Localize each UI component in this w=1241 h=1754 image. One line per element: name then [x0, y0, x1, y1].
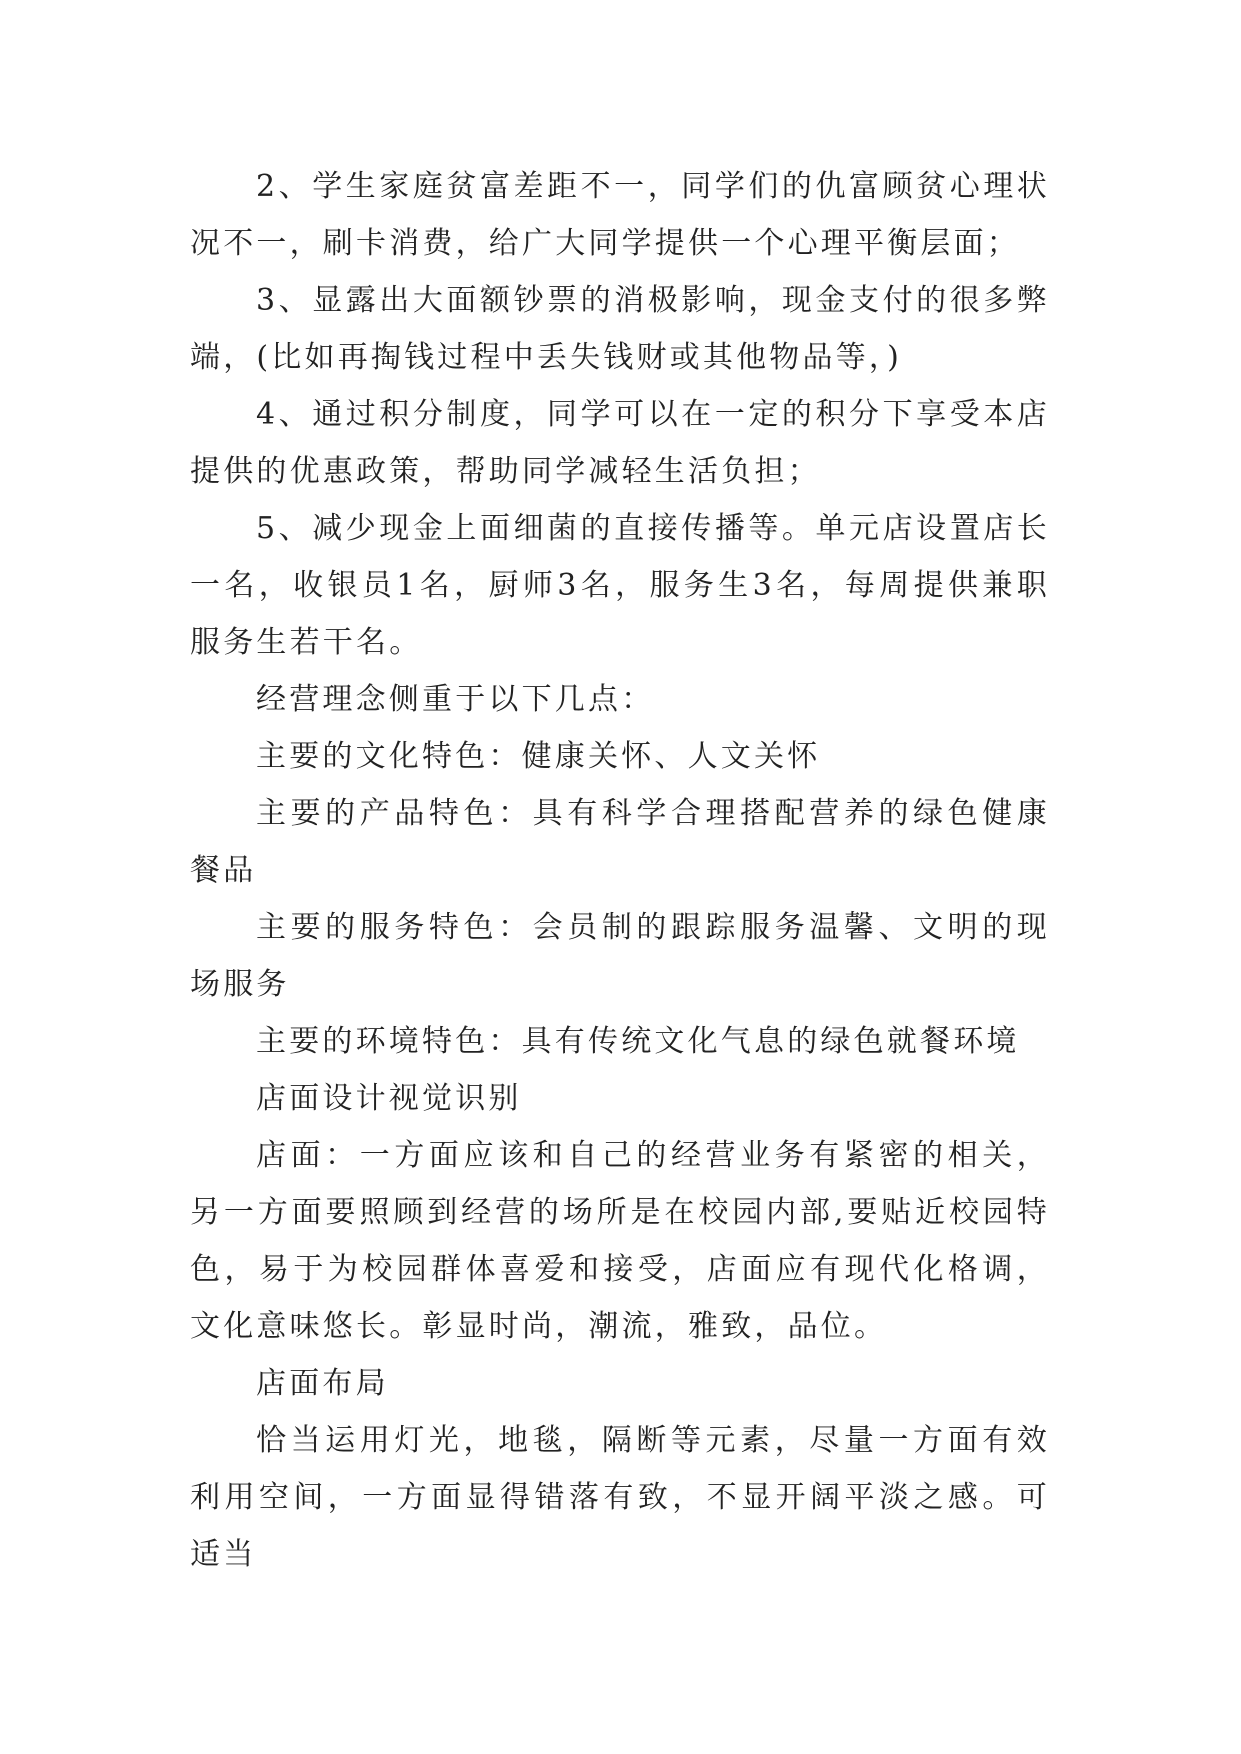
paragraph-product-feature: 主要的产品特色：具有科学合理搭配营养的绿色健康餐品	[190, 796, 1050, 888]
document-body	[190, 158, 1050, 1583]
paragraph-culture-feature: 主要的文化特色：健康关怀、人文关怀	[256, 739, 821, 774]
paragraph-storefront: 店面：一方面应该和自己的经营业务有紧密的相关，另一方面要照顾到经营的场所是在校园内部,要贴近校园特色，易于为校园群体喜爱和接受，店面应有现代化格调，文化意味悠长。彰显时尚，潮流，雅致，品位。	[190, 1138, 1050, 1344]
paragraph-layout-details: 恰当运用灯光，地毯，隔断等元素，尽量一方面有效利用空间，一方面显得错落有致，不显开阔平淡之感。可适当	[190, 1423, 1050, 1572]
paragraph-service-feature: 主要的服务特色：会员制的跟踪服务温馨、文明的现场服务	[190, 910, 1050, 1002]
paragraph-point-3: 3、显露出大面额钞票的消极影响，现金支付的很多弊端，(比如再掏钱过程中丢失钱财或其他物品等，)	[190, 283, 1050, 375]
paragraph-point-4: 4、通过积分制度，同学可以在一定的积分下享受本店提供的优惠政策，帮助同学减轻生活负担；	[190, 397, 1050, 489]
paragraph-point-5: 5、减少现金上面细菌的直接传播等。单元店设置店长一名，收银员1名，厨师3名，服务生3名，每周提供兼职服务生若干名。	[190, 511, 1050, 660]
paragraph-point-2: 2、学生家庭贫富差距不一，同学们的仇富顾贫心理状况不一，刷卡消费，给广大同学提供一个心理平衡层面；	[190, 169, 1050, 261]
section-heading-store-layout: 店面布局	[256, 1366, 389, 1401]
section-heading-visual-identity: 店面设计视觉识别	[256, 1081, 522, 1116]
paragraph-business-philosophy: 经营理念侧重于以下几点：	[256, 682, 655, 717]
paragraph-environment-feature: 主要的环境特色：具有传统文化气息的绿色就餐环境	[256, 1024, 1020, 1059]
